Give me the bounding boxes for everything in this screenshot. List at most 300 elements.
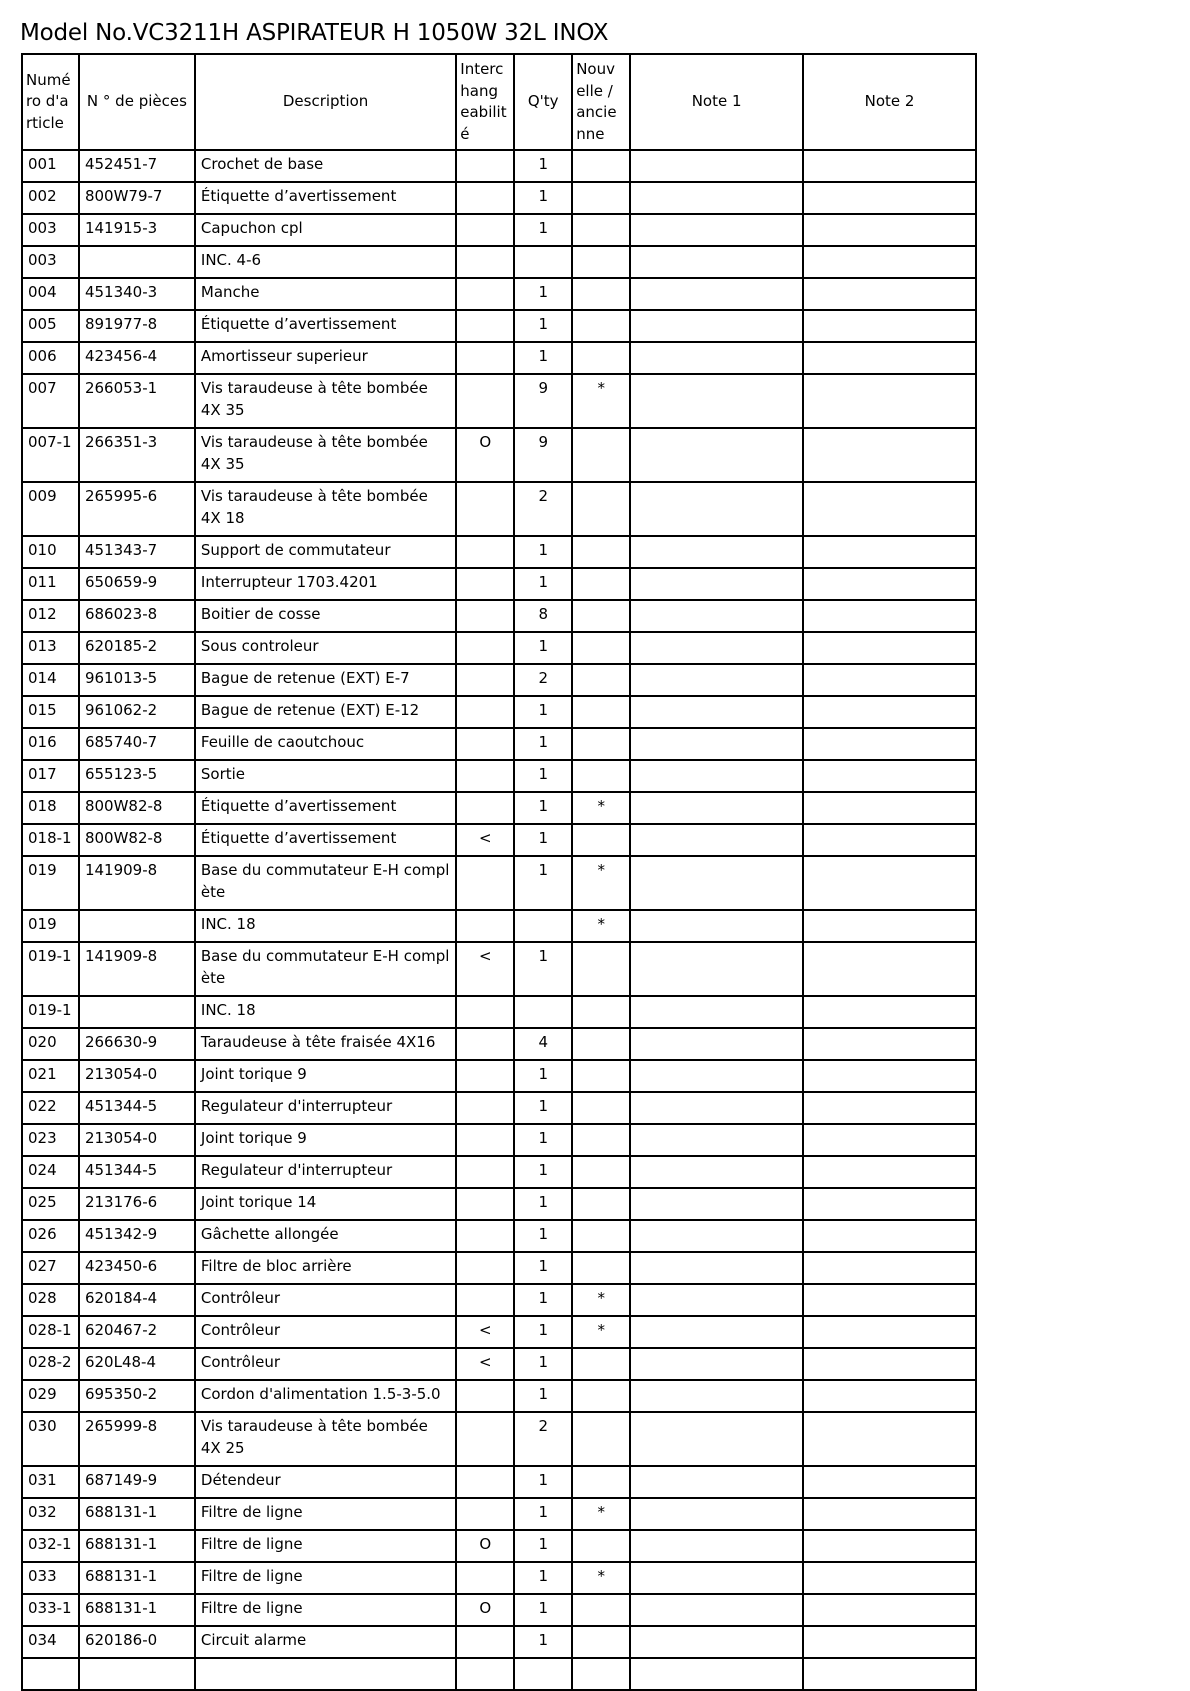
interchangeability-cell	[456, 728, 514, 760]
note-1-cell	[630, 1466, 803, 1498]
description-cell: Étiquette d’avertissement	[195, 792, 456, 824]
quantity-cell: 1	[514, 1060, 572, 1092]
note-2-cell	[803, 696, 976, 728]
new-old-cell	[572, 1466, 630, 1498]
item-number-cell: 004	[22, 278, 79, 310]
note-1-cell	[630, 1028, 803, 1060]
quantity-cell: 1	[514, 1626, 572, 1658]
new-old-cell	[572, 1348, 630, 1380]
interchangeability-cell: O	[456, 428, 514, 482]
new-old-cell	[572, 1060, 630, 1092]
table-row	[22, 278, 976, 310]
note-2-cell	[803, 428, 976, 482]
table-row	[22, 942, 976, 996]
quantity-cell: 2	[514, 482, 572, 536]
item-number-cell: 019	[22, 910, 79, 942]
item-number-cell: 026	[22, 1220, 79, 1252]
note-2-cell	[803, 278, 976, 310]
item-number-cell: 019	[22, 856, 79, 910]
part-number-cell: 688131-1	[79, 1594, 195, 1626]
table-row	[22, 856, 976, 910]
new-old-cell	[572, 150, 630, 182]
quantity-cell: 1	[514, 1220, 572, 1252]
quantity-cell: 1	[514, 792, 572, 824]
table-row	[22, 728, 976, 760]
quantity-cell: 2	[514, 664, 572, 696]
note-2-cell	[803, 942, 976, 996]
new-old-cell: *	[572, 792, 630, 824]
description-cell: INC. 18	[195, 996, 456, 1028]
item-number-cell: 016	[22, 728, 79, 760]
new-old-cell	[572, 1124, 630, 1156]
part-number-cell: 451342-9	[79, 1220, 195, 1252]
table-row	[22, 600, 976, 632]
part-number-cell: 800W82-8	[79, 824, 195, 856]
header-new-old: Nouv elle / ancie nne	[572, 54, 630, 150]
interchangeability-cell	[456, 792, 514, 824]
page-title: Model No.VC3211H ASPIRATEUR H 1050W 32L INOX	[20, 20, 609, 46]
table-row	[22, 1284, 976, 1316]
interchangeability-cell	[456, 482, 514, 536]
note-2-cell	[803, 792, 976, 824]
note-2-cell	[803, 1498, 976, 1530]
note-2-cell	[803, 1626, 976, 1658]
note-2-cell	[803, 760, 976, 792]
part-number-cell: 688131-1	[79, 1530, 195, 1562]
note-1-cell	[630, 664, 803, 696]
interchangeability-cell: <	[456, 942, 514, 996]
item-number-cell: 007	[22, 374, 79, 428]
interchangeability-cell	[456, 246, 514, 278]
description-cell: Base du commutateur E-H compl ète	[195, 942, 456, 996]
table-row	[22, 536, 976, 568]
parts-table-body	[22, 150, 976, 1690]
note-1-cell	[630, 1658, 803, 1690]
item-number-cell: 001	[22, 150, 79, 182]
description-cell: Vis taraudeuse à tête bombée 4X 35	[195, 428, 456, 482]
table-row	[22, 696, 976, 728]
note-1-cell	[630, 182, 803, 214]
note-2-cell	[803, 568, 976, 600]
new-old-cell	[572, 1594, 630, 1626]
part-number-cell: 266053-1	[79, 374, 195, 428]
interchangeability-cell	[456, 632, 514, 664]
note-2-cell	[803, 1188, 976, 1220]
new-old-cell	[572, 1220, 630, 1252]
new-old-cell: *	[572, 1284, 630, 1316]
part-number-cell: 265999-8	[79, 1412, 195, 1466]
table-row	[22, 1412, 976, 1466]
part-number-cell: 620467-2	[79, 1316, 195, 1348]
quantity-cell: 1	[514, 696, 572, 728]
note-1-cell	[630, 1060, 803, 1092]
note-2-cell	[803, 1348, 976, 1380]
item-number-cell: 019-1	[22, 996, 79, 1028]
part-number-cell: 891977-8	[79, 310, 195, 342]
table-row	[22, 1348, 976, 1380]
part-number-cell: 961062-2	[79, 696, 195, 728]
interchangeability-cell	[456, 1380, 514, 1412]
interchangeability-cell	[456, 1188, 514, 1220]
quantity-cell: 1	[514, 1124, 572, 1156]
interchangeability-cell	[456, 1412, 514, 1466]
new-old-cell	[572, 1380, 630, 1412]
table-row	[22, 1060, 976, 1092]
interchangeability-cell	[456, 664, 514, 696]
interchangeability-cell	[456, 374, 514, 428]
note-1-cell	[630, 942, 803, 996]
item-number-cell: 017	[22, 760, 79, 792]
quantity-cell: 1	[514, 310, 572, 342]
description-cell: Joint torique 9	[195, 1060, 456, 1092]
description-cell: Étiquette d’avertissement	[195, 310, 456, 342]
table-row	[22, 342, 976, 374]
item-number-cell: 006	[22, 342, 79, 374]
quantity-cell: 1	[514, 1530, 572, 1562]
item-number-cell: 029	[22, 1380, 79, 1412]
new-old-cell	[572, 482, 630, 536]
note-2-cell	[803, 664, 976, 696]
note-1-cell	[630, 310, 803, 342]
new-old-cell	[572, 1412, 630, 1466]
part-number-cell: 620185-2	[79, 632, 195, 664]
new-old-cell	[572, 342, 630, 374]
quantity-cell: 1	[514, 1316, 572, 1348]
part-number-cell: 687149-9	[79, 1466, 195, 1498]
table-row	[22, 632, 976, 664]
quantity-cell: 1	[514, 568, 572, 600]
new-old-cell	[572, 310, 630, 342]
part-number-cell: 620186-0	[79, 1626, 195, 1658]
interchangeability-cell	[456, 1220, 514, 1252]
table-row	[22, 1028, 976, 1060]
item-number-cell: 009	[22, 482, 79, 536]
description-cell: Base du commutateur E-H compl ète	[195, 856, 456, 910]
description-cell: Amortisseur superieur	[195, 342, 456, 374]
description-cell: Filtre de bloc arrière	[195, 1252, 456, 1284]
part-number-cell: 266630-9	[79, 1028, 195, 1060]
interchangeability-cell	[456, 1658, 514, 1690]
interchangeability-cell	[456, 1060, 514, 1092]
interchangeability-cell	[456, 310, 514, 342]
new-old-cell: *	[572, 910, 630, 942]
table-row	[22, 1498, 976, 1530]
new-old-cell	[572, 728, 630, 760]
table-row	[22, 1562, 976, 1594]
item-number-cell: 023	[22, 1124, 79, 1156]
new-old-cell: *	[572, 374, 630, 428]
note-2-cell	[803, 1658, 976, 1690]
header-description: Description	[195, 54, 456, 150]
note-1-cell	[630, 1594, 803, 1626]
note-1-cell	[630, 428, 803, 482]
interchangeability-cell	[456, 214, 514, 246]
new-old-cell	[572, 824, 630, 856]
note-2-cell	[803, 1124, 976, 1156]
interchangeability-cell: O	[456, 1594, 514, 1626]
item-number-cell: 018-1	[22, 824, 79, 856]
new-old-cell	[572, 1658, 630, 1690]
note-2-cell	[803, 1530, 976, 1562]
quantity-cell: 9	[514, 374, 572, 428]
note-1-cell	[630, 1092, 803, 1124]
table-row	[22, 824, 976, 856]
item-number-cell: 010	[22, 536, 79, 568]
interchangeability-cell	[456, 182, 514, 214]
note-1-cell	[630, 568, 803, 600]
description-cell: Contrôleur	[195, 1284, 456, 1316]
note-1-cell	[630, 996, 803, 1028]
quantity-cell: 1	[514, 856, 572, 910]
note-1-cell	[630, 1284, 803, 1316]
note-2-cell	[803, 824, 976, 856]
part-number-cell: 650659-9	[79, 568, 195, 600]
note-2-cell	[803, 632, 976, 664]
description-cell: Sous controleur	[195, 632, 456, 664]
interchangeability-cell: O	[456, 1530, 514, 1562]
header-quantity: Q'ty	[514, 54, 572, 150]
note-2-cell	[803, 1060, 976, 1092]
part-number-cell: 655123-5	[79, 760, 195, 792]
note-1-cell	[630, 1530, 803, 1562]
part-number-cell: 423456-4	[79, 342, 195, 374]
description-cell: Bague de retenue (EXT) E-12	[195, 696, 456, 728]
note-2-cell	[803, 996, 976, 1028]
description-cell: Regulateur d'interrupteur	[195, 1156, 456, 1188]
table-row	[22, 1594, 976, 1626]
part-number-cell: 695350-2	[79, 1380, 195, 1412]
note-1-cell	[630, 728, 803, 760]
part-number-cell: 213176-6	[79, 1188, 195, 1220]
quantity-cell: 1	[514, 1380, 572, 1412]
item-number-cell: 025	[22, 1188, 79, 1220]
table-row	[22, 568, 976, 600]
new-old-cell	[572, 1530, 630, 1562]
item-number-cell: 032-1	[22, 1530, 79, 1562]
table-row	[22, 1252, 976, 1284]
quantity-cell	[514, 246, 572, 278]
item-number-cell: 011	[22, 568, 79, 600]
table-row	[22, 246, 976, 278]
quantity-cell: 1	[514, 1284, 572, 1316]
part-number-cell: 451343-7	[79, 536, 195, 568]
interchangeability-cell	[456, 1092, 514, 1124]
description-cell: Détendeur	[195, 1466, 456, 1498]
note-1-cell	[630, 1220, 803, 1252]
note-2-cell	[803, 1316, 976, 1348]
note-2-cell	[803, 1380, 976, 1412]
item-number-cell: 032	[22, 1498, 79, 1530]
note-1-cell	[630, 1252, 803, 1284]
note-2-cell	[803, 536, 976, 568]
part-number-cell: 961013-5	[79, 664, 195, 696]
table-row	[22, 1466, 976, 1498]
note-1-cell	[630, 1156, 803, 1188]
table-row	[22, 1188, 976, 1220]
item-number-cell: 002	[22, 182, 79, 214]
quantity-cell: 4	[514, 1028, 572, 1060]
part-number-cell: 800W82-8	[79, 792, 195, 824]
new-old-cell	[572, 214, 630, 246]
part-number-cell: 266351-3	[79, 428, 195, 482]
part-number-cell: 685740-7	[79, 728, 195, 760]
quantity-cell: 1	[514, 1594, 572, 1626]
interchangeability-cell	[456, 536, 514, 568]
table-row	[22, 214, 976, 246]
quantity-cell: 1	[514, 342, 572, 374]
note-1-cell	[630, 1498, 803, 1530]
description-cell: Boitier de cosse	[195, 600, 456, 632]
note-1-cell	[630, 1188, 803, 1220]
note-1-cell	[630, 1124, 803, 1156]
note-1-cell	[630, 910, 803, 942]
table-row	[22, 310, 976, 342]
description-cell: Circuit alarme	[195, 1626, 456, 1658]
description-cell: Vis taraudeuse à tête bombée 4X 25	[195, 1412, 456, 1466]
item-number-cell: 031	[22, 1466, 79, 1498]
part-number-cell: 141915-3	[79, 214, 195, 246]
description-cell: Feuille de caoutchouc	[195, 728, 456, 760]
description-cell: Filtre de ligne	[195, 1594, 456, 1626]
part-number-cell	[79, 246, 195, 278]
description-cell: Regulateur d'interrupteur	[195, 1092, 456, 1124]
quantity-cell: 1	[514, 728, 572, 760]
description-cell: Support de commutateur	[195, 536, 456, 568]
part-number-cell: 686023-8	[79, 600, 195, 632]
interchangeability-cell	[456, 1028, 514, 1060]
note-2-cell	[803, 310, 976, 342]
header-item-number: Numé ro d'a rticle	[22, 54, 79, 150]
description-cell: INC. 18	[195, 910, 456, 942]
note-2-cell	[803, 182, 976, 214]
note-1-cell	[630, 536, 803, 568]
header-note-1: Note 1	[630, 54, 803, 150]
table-row	[22, 996, 976, 1028]
new-old-cell	[572, 1092, 630, 1124]
interchangeability-cell	[456, 1626, 514, 1658]
item-number-cell: 020	[22, 1028, 79, 1060]
description-cell: Étiquette d’avertissement	[195, 824, 456, 856]
interchangeability-cell	[456, 1124, 514, 1156]
note-2-cell	[803, 1594, 976, 1626]
note-1-cell	[630, 760, 803, 792]
quantity-cell: 1	[514, 1498, 572, 1530]
table-row	[22, 1530, 976, 1562]
header-interchangeability: Interc hang eabilit é	[456, 54, 514, 150]
interchangeability-cell	[456, 1498, 514, 1530]
note-1-cell	[630, 632, 803, 664]
item-number-cell: 033	[22, 1562, 79, 1594]
new-old-cell: *	[572, 856, 630, 910]
interchangeability-cell	[456, 342, 514, 374]
new-old-cell	[572, 696, 630, 728]
table-row	[22, 1092, 976, 1124]
description-cell: Vis taraudeuse à tête bombée 4X 35	[195, 374, 456, 428]
interchangeability-cell	[456, 1562, 514, 1594]
new-old-cell	[572, 278, 630, 310]
note-1-cell	[630, 214, 803, 246]
item-number-cell: 007-1	[22, 428, 79, 482]
quantity-cell: 1	[514, 150, 572, 182]
quantity-cell: 1	[514, 1092, 572, 1124]
note-1-cell	[630, 482, 803, 536]
new-old-cell: *	[572, 1562, 630, 1594]
note-2-cell	[803, 1562, 976, 1594]
item-number-cell	[22, 1658, 79, 1690]
part-number-cell: 451344-5	[79, 1156, 195, 1188]
note-2-cell	[803, 1028, 976, 1060]
interchangeability-cell	[456, 150, 514, 182]
note-1-cell	[630, 856, 803, 910]
quantity-cell	[514, 910, 572, 942]
part-number-cell: 213054-0	[79, 1060, 195, 1092]
note-2-cell	[803, 342, 976, 374]
note-1-cell	[630, 600, 803, 632]
description-cell: Joint torique 9	[195, 1124, 456, 1156]
part-number-cell: 620L48-4	[79, 1348, 195, 1380]
quantity-cell: 1	[514, 760, 572, 792]
note-2-cell	[803, 1156, 976, 1188]
new-old-cell	[572, 1188, 630, 1220]
interchangeability-cell: <	[456, 824, 514, 856]
note-2-cell	[803, 1412, 976, 1466]
part-number-cell: 213054-0	[79, 1124, 195, 1156]
interchangeability-cell	[456, 278, 514, 310]
note-2-cell	[803, 728, 976, 760]
header-part-number: N ° de pièces	[79, 54, 195, 150]
note-1-cell	[630, 1412, 803, 1466]
table-row	[22, 1220, 976, 1252]
part-number-cell: 800W79-7	[79, 182, 195, 214]
quantity-cell: 2	[514, 1412, 572, 1466]
table-row	[22, 1380, 976, 1412]
table-row	[22, 182, 976, 214]
interchangeability-cell: <	[456, 1348, 514, 1380]
interchangeability-cell	[456, 600, 514, 632]
description-cell: Joint torique 14	[195, 1188, 456, 1220]
part-number-cell: 688131-1	[79, 1498, 195, 1530]
quantity-cell: 1	[514, 1156, 572, 1188]
interchangeability-cell	[456, 696, 514, 728]
quantity-cell: 1	[514, 182, 572, 214]
new-old-cell: *	[572, 1498, 630, 1530]
description-cell: Contrôleur	[195, 1348, 456, 1380]
item-number-cell: 019-1	[22, 942, 79, 996]
description-cell: Filtre de ligne	[195, 1498, 456, 1530]
table-row	[22, 1156, 976, 1188]
part-number-cell	[79, 910, 195, 942]
quantity-cell: 1	[514, 1466, 572, 1498]
new-old-cell	[572, 568, 630, 600]
quantity-cell: 1	[514, 1252, 572, 1284]
interchangeability-cell	[456, 856, 514, 910]
note-2-cell	[803, 246, 976, 278]
parts-table	[21, 53, 977, 1691]
note-2-cell	[803, 374, 976, 428]
new-old-cell	[572, 664, 630, 696]
item-number-cell: 014	[22, 664, 79, 696]
description-cell: Manche	[195, 278, 456, 310]
new-old-cell	[572, 996, 630, 1028]
note-2-cell	[803, 1092, 976, 1124]
part-number-cell	[79, 996, 195, 1028]
item-number-cell: 028	[22, 1284, 79, 1316]
item-number-cell: 012	[22, 600, 79, 632]
quantity-cell: 1	[514, 214, 572, 246]
item-number-cell: 013	[22, 632, 79, 664]
interchangeability-cell	[456, 996, 514, 1028]
new-old-cell	[572, 1156, 630, 1188]
